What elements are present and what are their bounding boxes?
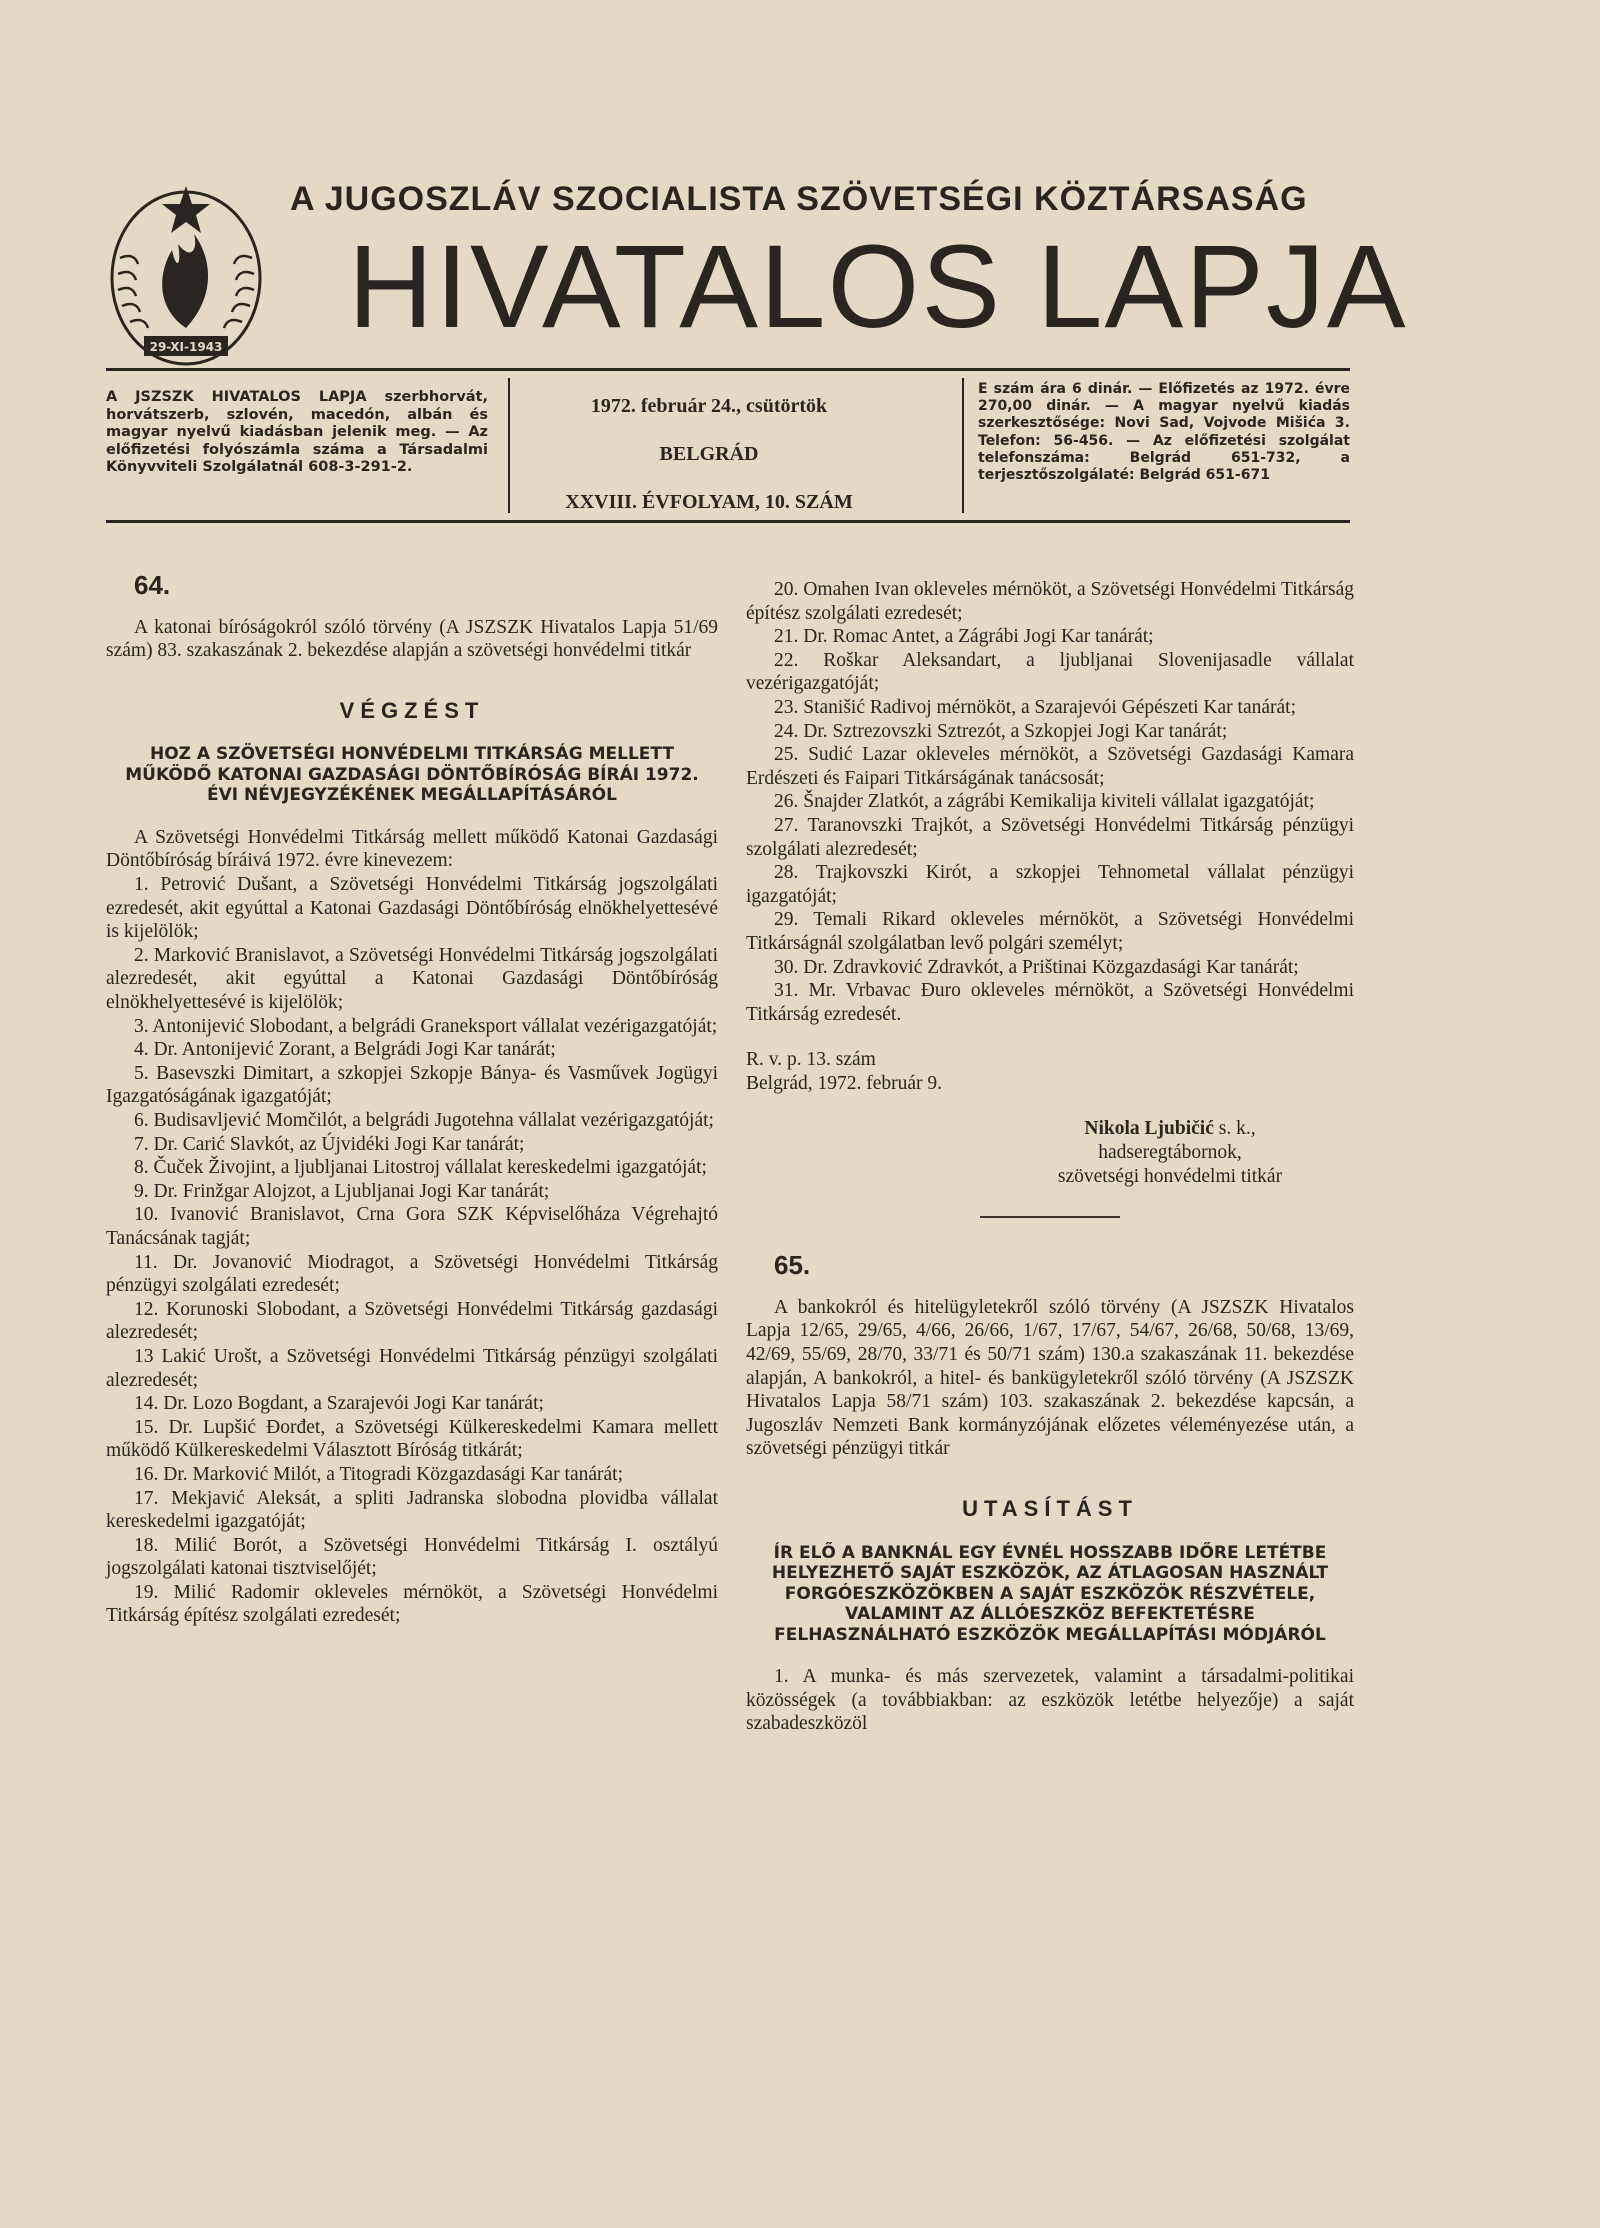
list-item: 25. Sudić Lazar okleveles mérnököt, a Szövetségi Gazdasági Kamara Erdészeti és Faipari Titkárságának tanácsosát; (746, 744, 1354, 789)
list-item: 31. Mr. Vrbavac Đuro okleveles mérnököt, a Szövetségi Honvédelmi Titkárság ezredesét. (746, 980, 1354, 1025)
signer-suffix: s. k., (1218, 1118, 1256, 1140)
list-item: 20. Omahen Ivan okleveles mérnököt, a Szövetségi Honvédelmi Titkárság építész szolgálati ezredesét; (746, 579, 1354, 624)
list-item: 16. Dr. Marković Milót, a Titogradi Közgazdasági Kar tanárát; (134, 1463, 624, 1485)
place-date: Belgrád, 1972. február 9. (746, 1072, 943, 1094)
article-65-intro: A bankokról és hitelügyletekről szóló törvény (A JSZSZK Hivatalos Lapja 12/65, 29/65, 4/66, 26/66, 1/67, 17/67, 54/67, 26/68, 50/68, 13/69, 42/69, 55/69, 28/70, 33/71 és 50/71 szám) 130.a szakaszának 11. bekezdése alapján, A bankokról, a hitel- és bankügyletekről szóló törvény (A JSZSZK Hivatalos Lapja 58/71 szám) 103. szakaszának 2. bekezdése kapcsán, a Jugoszláv Nemzeti Bank kormányzójának előzetes véleményezése után, a szövetségi pénzügyi titkár (746, 1296, 1354, 1460)
signer-name: Nikola Ljubičić (1084, 1118, 1214, 1140)
right-column (746, 578, 1354, 1736)
price-info: E szám ára 6 dinár. — Előfizetés az 1972. évre 270,00 dinár. — A magyar nyelvű kiadás szerkesztősége: Novi Sad, Vojvode Mišića 3. Telefon: 56-456. — Az előfizetési szolgálat telefonszáma: Belgrád 651-732, a terjesztőszolgálaté: Belgrád 651-671 (978, 381, 1350, 484)
masthead-title: HIVATALOS LAPJA (348, 221, 1408, 353)
reference-block (746, 1048, 1354, 1095)
list-item: 13 Lakić Urošt, a Szövetségi Honvédelmi Titkárság pénzügyi szolgálati alezredesét; (106, 1345, 718, 1391)
list-item: 17. Mekjavić Aleksát, a spliti Jadranska slobodna plovidba vállalat kereskedelmi igazgatóját; (106, 1487, 718, 1533)
list-item: 18. Milić Borót, a Szövetségi Honvédelmi Titkárság I. osztályú jogszolgálati katonai tisztviselőjét; (106, 1534, 718, 1580)
list-item: 10. Ivanović Branislavot, Crna Gora SZK Képviselőháza Végrehajtó Tanácsának tagját; (106, 1204, 718, 1249)
list-item: 11. Dr. Jovanović Miodragot, a Szövetségi Honvédelmi Titkárság pénzügyi szolgálati ezredesét; (106, 1251, 718, 1297)
list-item: 7. Dr. Carić Slavkót, az Újvidéki Jogi Kar tanárát; (134, 1133, 525, 1155)
article-64-preamble: A Szövetségi Honvédelmi Titkárság mellett működő Katonai Gazdasági Döntőbíróság bíráivá 1972. évre kinevezem: (106, 826, 718, 872)
list-item: 21. Dr. Romac Antet, a Zágrábi Jogi Kar tanárát; (774, 626, 1154, 648)
article-64-heading: HOZ A SZÖVETSÉGI HONVÉDELMI TITKÁRSÁG MELLETT MŰKÖDŐ KATONAI GAZDASÁGI DÖNTŐBÍRÓSÁG BÍRÁI 1972. ÉVI NÉVJEGYZÉKÉNEK MEGÁLLAPÍTÁSÁRÓL (125, 744, 699, 806)
masthead-kicker: A JUGOSZLÁV SZOCIALISTA SZÖVETSÉGI KÖZTÁRSASÁG (290, 180, 1308, 218)
list-item: 1. Petrović Dušant, a Szövetségi Honvédelmi Titkárság jogszolgálati ezredesét, akit egyúttal a Katonai Gazdasági Döntőbíróság elnökhelyettesévé is kijelölök; (106, 874, 718, 943)
header-divider-left (508, 378, 510, 513)
subscription-info: A JSZSZK HIVATALOS LAPJA szerbhorvát, horvátszerb, szlovén, macedón, albán és magyar nyelvű kiadásban jelenik meg. — Az előfizetési folyószámla száma a Társadalmi Könyvviteli Szolgálatnál 608-3-291-2. (106, 389, 488, 475)
list-item: 23. Stanišić Radivoj mérnököt, a Szarajevói Gépészeti Kar tanárát; (774, 696, 1296, 718)
section-divider (980, 1216, 1120, 1218)
list-item: 6. Budisavljević Momčilót, a belgrádi Jugotehna vállalat vezérigazgatóját; (134, 1110, 714, 1131)
article-64-decree: VÉGZÉST (339, 697, 485, 723)
article-64-intro: A katonai bíróságokról szóló törvény (A JSZSZK Hivatalos Lapja 51/69 szám) 83. szakaszának 2. bekezdése alapján a szövetségi honvédelmi titkár (106, 616, 718, 662)
list-item: 30. Dr. Zdravković Zdravkót, a Prištinai Közgazdasági Kar tanárát; (774, 956, 1299, 978)
list-item: 19. Milić Radomir okleveles mérnököt, a Szövetségi Honvédelmi Titkárság építész szolgálati ezredesét; (106, 1581, 718, 1627)
issue-place: BELGRÁD (659, 443, 759, 465)
list-item: 12. Korunoski Slobodant, a Szövetségi Honvédelmi Titkárság gazdasági alezredesét; (106, 1298, 718, 1344)
issue-info (520, 395, 898, 539)
article-65-number: 65. (774, 1250, 811, 1281)
masthead-rule-top (106, 368, 1350, 371)
article-65-para1: 1. A munka- és más szervezetek, valamint a társadalmi-politikai közösségek (a továbbiakban: az eszközök letétbe helyezője) a saját szabadeszközöl (746, 1666, 1354, 1735)
list-item: 28. Trajkovszki Kirót, a szkopjei Tehnometal vállalat pénzügyi igazgatóját; (746, 862, 1354, 907)
issue-date: 1972. február 24., csütörtök (590, 395, 828, 417)
list-item: 4. Dr. Antonijević Zorant, a Belgrádi Jogi Kar tanárát; (134, 1039, 556, 1061)
header-divider-right (962, 378, 964, 513)
list-item: 24. Dr. Sztrezovszki Sztrezót, a Szkopjei Jogi Kar tanárát; (774, 720, 1228, 742)
list-item: 15. Dr. Lupšić Đorđet, a Szövetségi Külkereskedelmi Kamara mellett működő Külkereskedelmi Választott Bíróság titkárát; (106, 1416, 718, 1462)
list-item: 3. Antonijević Slobodant, a belgrádi Graneksport vállalat vezérigazgatóját; (134, 1015, 718, 1037)
signer-rank: hadseregtábornok, (1098, 1142, 1242, 1164)
list-item: 9. Dr. Frinžgar Alojzot, a Ljubljanai Jogi Kar tanárát; (134, 1180, 550, 1202)
list-item: 8. Čuček Živojint, a ljubljanai Litostroj vállalat kereskedelmi igazgatóját; (134, 1157, 707, 1179)
list-item: 14. Dr. Lozo Bogdant, a Szarajevói Jogi Kar tanárát; (134, 1393, 544, 1415)
left-column (106, 568, 718, 1628)
issue-number: XXVIII. ÉVFOLYAM, 10. SZÁM (565, 491, 853, 513)
article-64-number: 64. (134, 570, 171, 600)
reference-number: R. v. p. 13. szám (746, 1049, 876, 1071)
signature-block (746, 1117, 1354, 1188)
coat-of-arms-emblem-icon (106, 178, 266, 374)
list-item: 5. Basevszki Dimitart, a szkopjei Szkopje Bánya- és Vasművek Jogügyi Igazgatóságának igazgatóját; (106, 1062, 718, 1108)
article-65-heading: ÍR ELŐ A BANKNÁL EGY ÉVNÉL HOSSZABB IDŐRE LETÉTBE HELYEZHETŐ SAJÁT ESZKÖZÖK, AZ ÁTLAGOSAN HASZNÁLT FORGÓESZKÖZÖKBEN A SAJÁT ESZKÖZÖK RÉSZVÉTELE, VALAMINT AZ ÁLLÓESZKÖZ BEFEKTETÉSRE FELHASZNÁLHATÓ ESZKÖZÖK MEGÁLLAPÍTÁSI MÓDJÁRÓL (771, 1542, 1329, 1645)
list-item: 22. Roškar Aleksandart, a ljubljanai Slovenijasadle vállalat vezérigazgatóját; (746, 649, 1354, 695)
list-item: 29. Temali Rikard okleveles mérnököt, a Szövetségi Honvédelmi Titkárságnál szolgálatban levő polgári személyt; (746, 909, 1354, 954)
list-item: 2. Marković Branislavot, a Szövetségi Honvédelmi Titkárság jogszolgálati alezredesét, akit egyúttal a Katonai Gazdasági Döntőbíróság elnökhelyettesévé is kijelölök; (106, 944, 718, 1014)
emblem-date: 29-XI-1943 (149, 340, 223, 354)
list-item: 26. Šnajder Zlatkót, a zágrábi Kemikalija kiviteli vállalat igazgatóját; (774, 791, 1315, 813)
article-65-decree: UTASÍTÁST (962, 1496, 1138, 1521)
list-item: 27. Taranovszki Trajkót, a Szövetségi Honvédelmi Titkárság pénzügyi szolgálati alezredesét; (746, 814, 1354, 860)
signer-office: szövetségi honvédelmi titkár (1057, 1165, 1283, 1187)
